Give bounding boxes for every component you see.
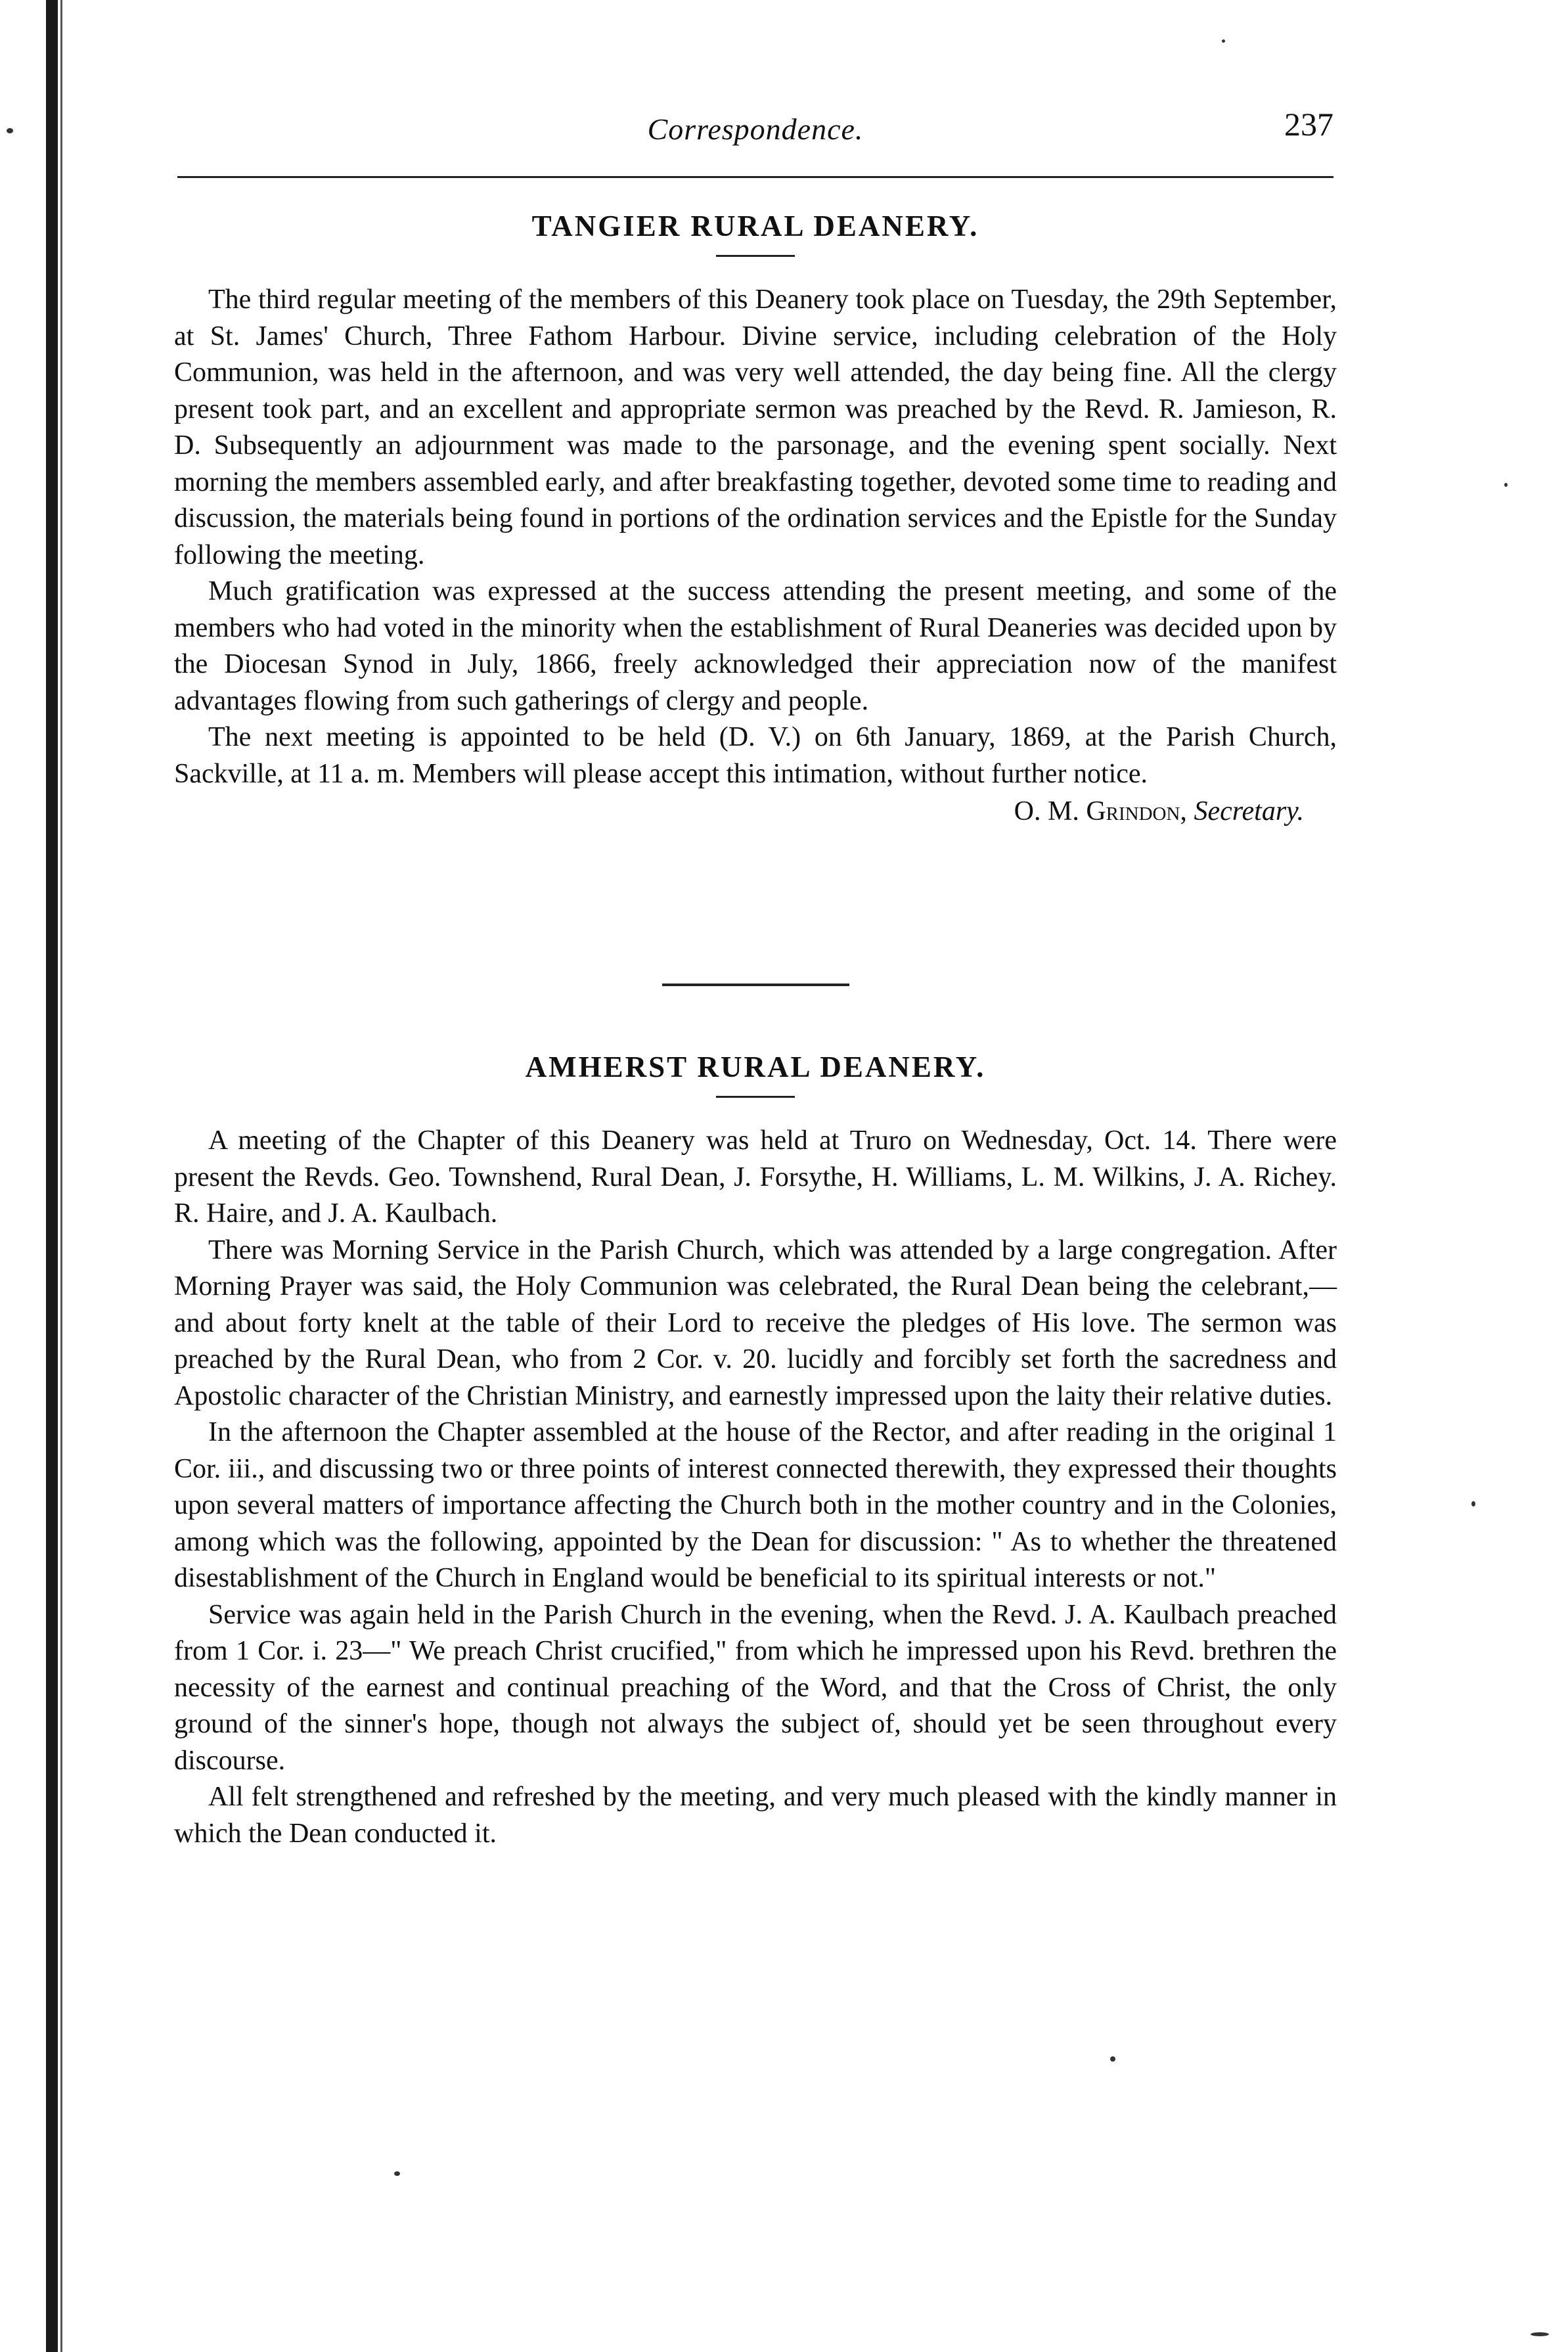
scan-speck xyxy=(1471,1501,1475,1506)
tangier-signature xyxy=(174,792,1337,830)
section-divider xyxy=(662,984,849,986)
secretary-role: Secretary. xyxy=(1194,796,1304,826)
amherst-title: AMHERST RURAL DEANERY. xyxy=(525,1051,986,1083)
amherst-paragraph-3: In the afternoon the Chapter assembled at the house of the Rector, and after reading in the original 1 Cor. iii., and discussing two or three points of interest connected therewith, they expressed their thoughts upon several matters of importance affecting the Church both in the mother country and in the Colonies, among which was the following, appointed by the Dean for discussion: " As to whether the threatened disestablishment of the Church in England would be beneficial to its spiritual interests or not." xyxy=(174,1417,1337,1593)
amherst-paragraph-5: All felt strengthened and refreshed by the meeting, and very much pleased with the kindly manner in which the Dean conducted it. xyxy=(174,1782,1337,1849)
amherst-paragraph-2: There was Morning Service in the Parish Church, which was attended by a large congregation. After Morning Prayer was said, the Holy Communion was celebrated, the Rural Dean being the celebrant,—and about forty knelt at the table of their Lord to receive the pledges of His love. The sermon was preached by the Rural Dean, who from 2 Cor. v. 20. lucidly and forcibly set forth the sacredness and Apostolic character of the Christian Ministry, and earnestly impressed upon the laity their relative duties. xyxy=(174,1234,1337,1411)
amherst-paragraph-4: Service was again held in the Parish Church in the evening, when the Revd. J. A. Kaulbach preached from 1 Cor. i. 23—" We preach Christ crucified," from which he impressed upon his Revd. brethren the necessity of the earnest and continual preaching of the Word, and that the Cross of Christ, the only ground of the sinner's hope, though not always the subject of, should yet be seen throughout every discourse. xyxy=(174,1599,1337,1776)
scan-speck xyxy=(1222,39,1225,43)
amherst-paragraph-1: A meeting of the Chapter of this Deanery was held at Truro on Wednesday, Oct. 14. There were present the Revds. Geo. Townshend, Rural Dean, J. Forsythe, H. Williams, L. M. Wilkins, J. A. Richey. R. Haire, and J. A. Kaulbach. xyxy=(174,1125,1337,1229)
tangier-body xyxy=(174,282,1337,792)
scan-speck xyxy=(7,128,13,133)
tangier-section xyxy=(174,209,1337,830)
page-binding-shadow xyxy=(60,0,62,2352)
amherst-body xyxy=(174,1123,1337,1852)
tangier-paragraph-3: The next meeting is appointed to be held (D. V.) on 6th January, 1869, at the Parish Church, Sackville, at 11 a. m. Members will please accept this intimation, without further notice. xyxy=(174,722,1337,789)
scan-speck xyxy=(1504,483,1508,487)
running-title: Correspondence. xyxy=(647,112,864,146)
header-rule xyxy=(177,176,1333,178)
tangier-title: TANGIER RURAL DEANERY. xyxy=(531,210,979,242)
scan-speck xyxy=(394,2171,400,2176)
amherst-title-rule xyxy=(716,1096,795,1098)
secretary-name: O. M. Grindon, xyxy=(1014,796,1187,826)
scan-speck xyxy=(1110,2056,1115,2062)
page-header xyxy=(177,105,1333,164)
scan-speck xyxy=(1531,2332,1549,2336)
tangier-paragraph-1: The third regular meeting of the members of this Deanery took place on Tuesday, the 29th September, at St. James' Church, Three Fathom Harbour. Divine service, including celebration of the Holy Communion, was held in the afternoon, and was very well attended, the day being fine. All the clergy present took part, and an excellent and appropriate sermon was preached by the Revd. R. Jamieson, R. D. Subsequently an adjournment was made to the parsonage, and the evening spent socially. Next morning the members assembled early, and after breakfasting together, devoted some time to reading and discussion, the materials being found in portions of the ordination services and the Epistle for the Sunday following the meeting. xyxy=(174,284,1337,570)
tangier-title-rule xyxy=(716,255,795,257)
amherst-section xyxy=(174,1050,1337,1852)
page-number: 237 xyxy=(1284,106,1333,143)
page-binding-edge xyxy=(46,0,58,2352)
tangier-paragraph-2: Much gratification was expressed at the success attending the present meeting, and some of the members who had voted in the minority when the establishment of Rural Deaneries was decided upon by the Diocesan Synod in July, 1866, freely acknowledged their appreciation now of the manifest advantages flowing from such gatherings of clergy and people. xyxy=(174,576,1337,716)
